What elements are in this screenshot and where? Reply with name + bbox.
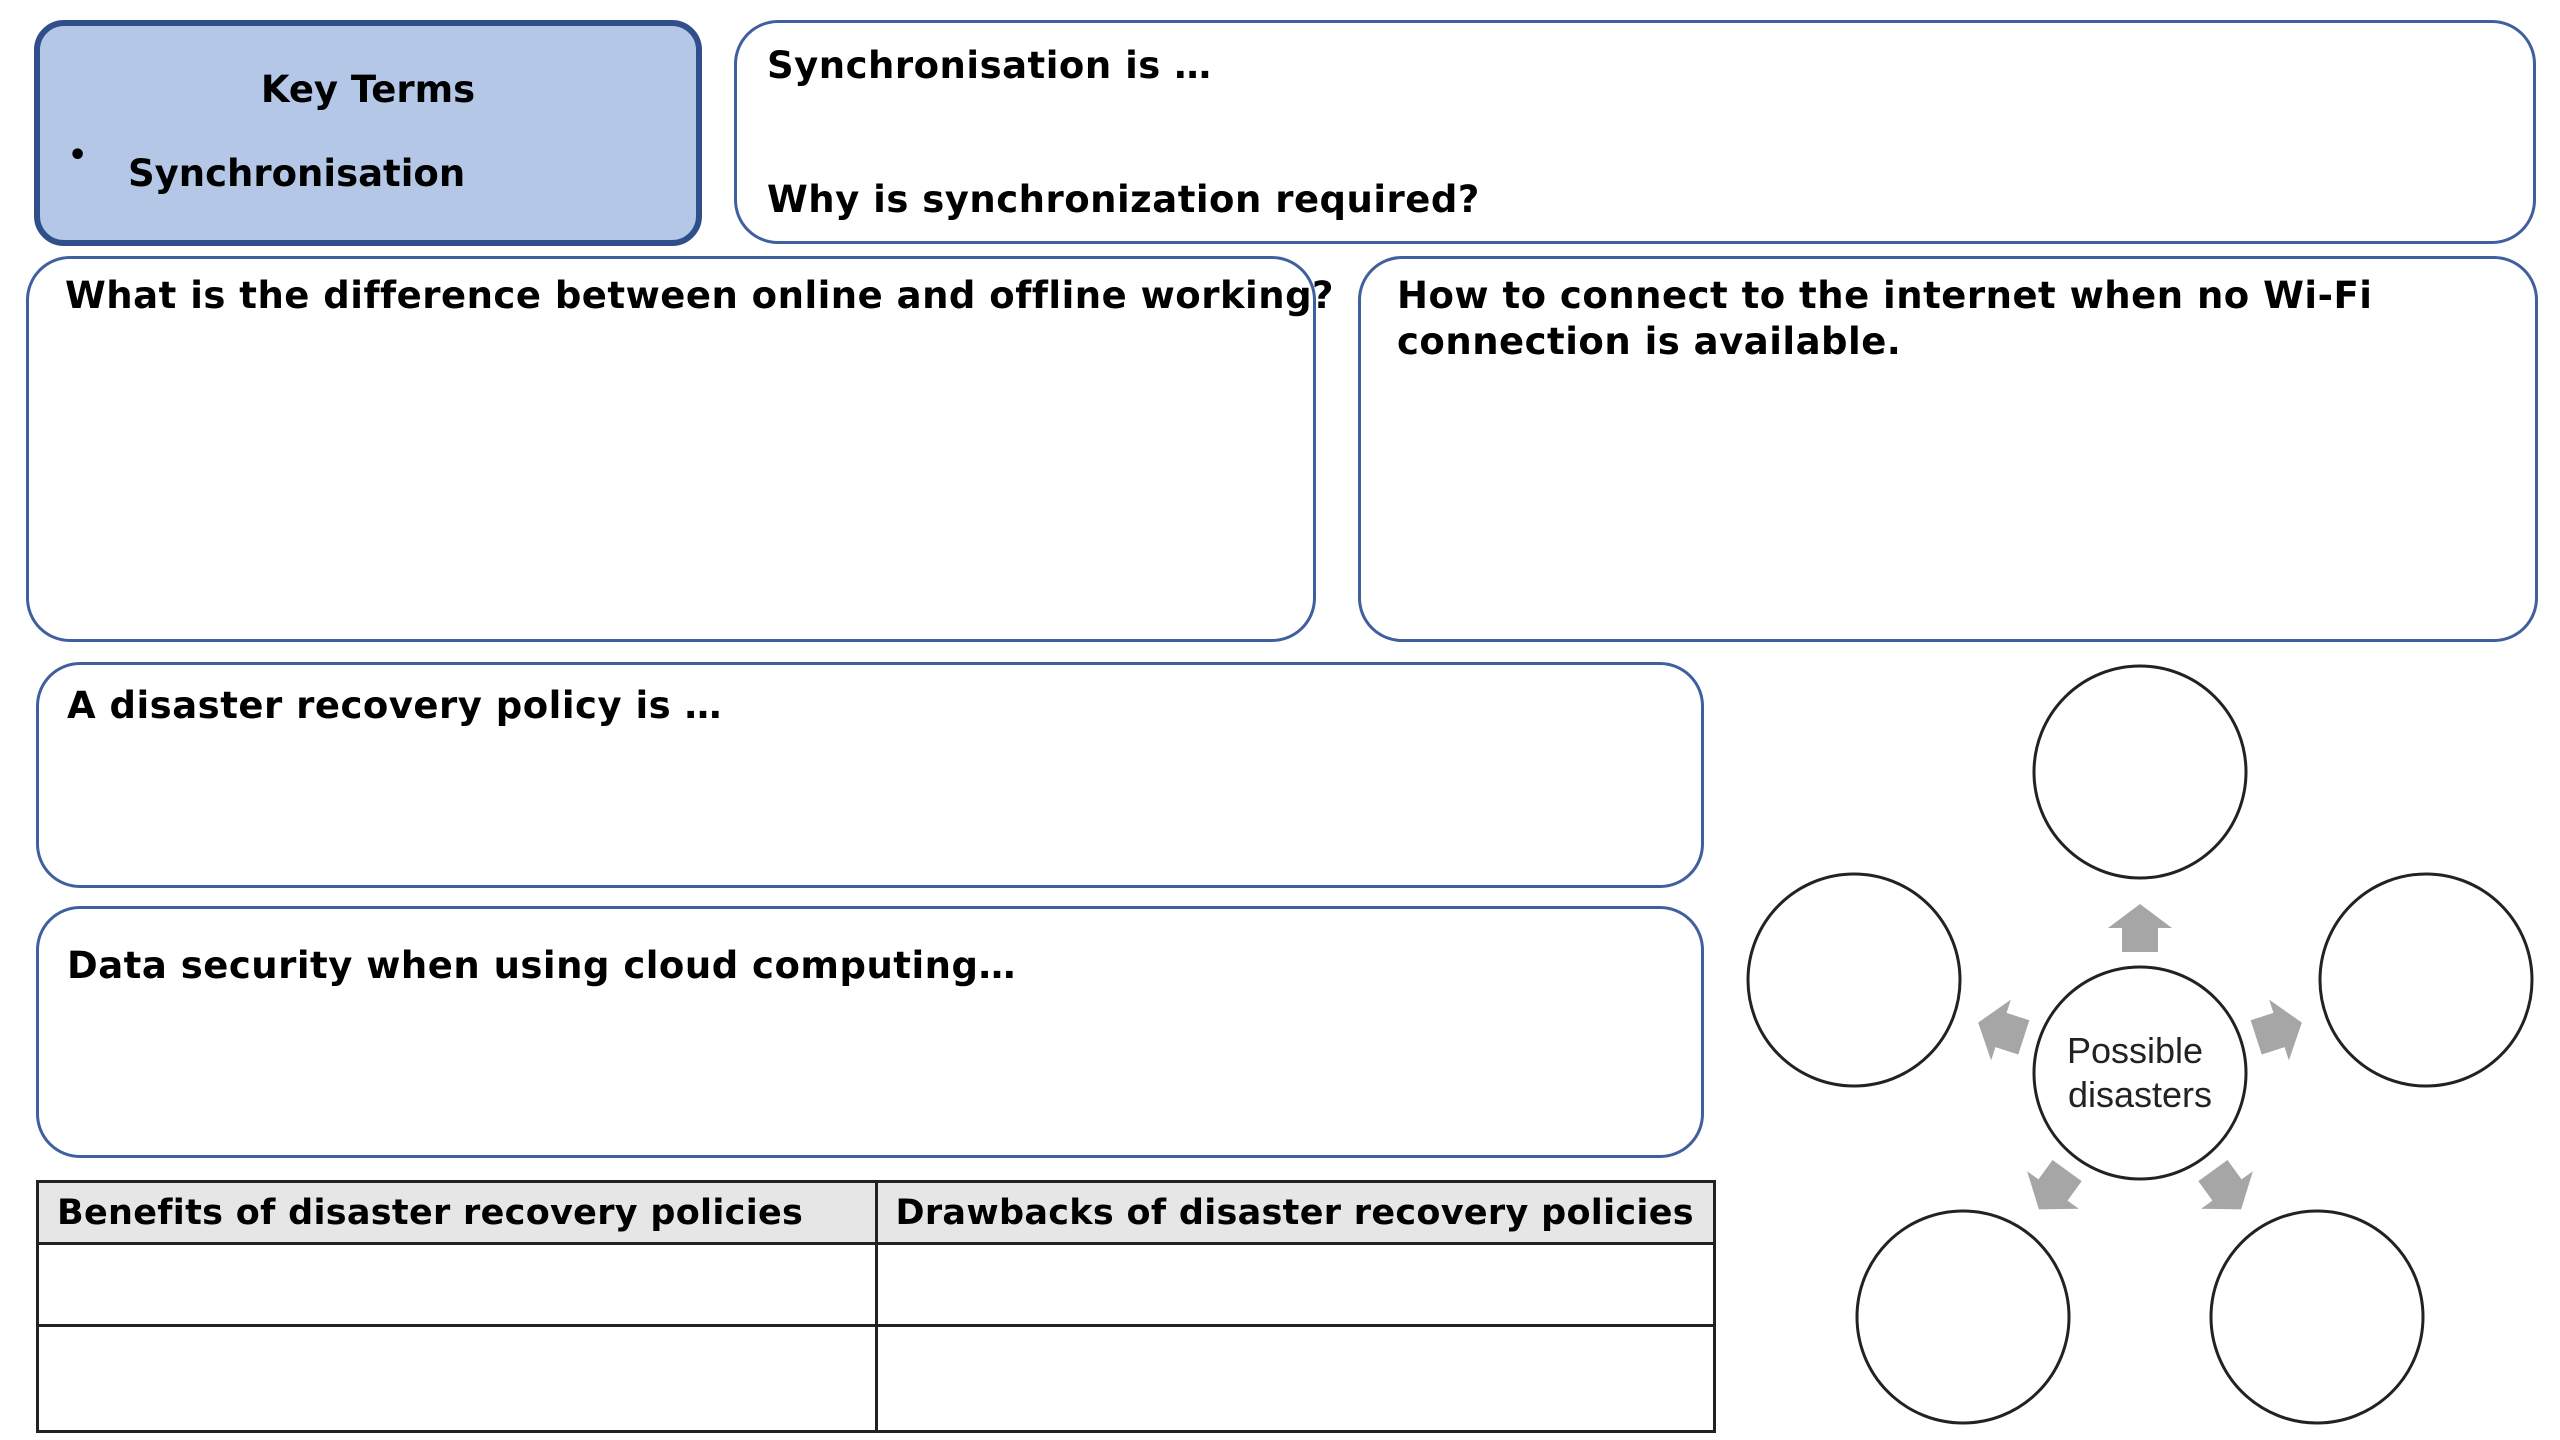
drawbacks-header: Drawbacks of disaster recovery policies: [876, 1182, 1715, 1244]
key-terms-title: Key Terms: [260, 68, 476, 111]
drawback-cell[interactable]: [876, 1326, 1715, 1432]
outer-circle-left[interactable]: [1748, 874, 1960, 1086]
center-circle: [2034, 967, 2246, 1179]
benefits-header: Benefits of disaster recovery policies: [38, 1182, 877, 1244]
synchronisation-definition-prompt: Synchronisation is …: [767, 44, 1212, 87]
possible-disasters-diagram: [1730, 650, 2550, 1440]
outer-circle-top[interactable]: [2034, 666, 2246, 878]
data-security-prompt: Data security when using cloud computing…: [67, 944, 1016, 987]
table-header-row: [38, 1182, 1715, 1244]
arrow-up-right-icon: [2246, 992, 2311, 1068]
online-offline-prompt: What is the difference between online and offline working?: [65, 274, 1335, 317]
key-terms-box: [34, 20, 702, 246]
arrow-up-icon: [2108, 904, 2172, 952]
data-security-answer-box[interactable]: [36, 906, 1704, 1158]
outer-circle-bottom-right[interactable]: [2211, 1211, 2423, 1423]
benefit-cell[interactable]: [38, 1326, 877, 1432]
no-wifi-answer-box[interactable]: [1358, 256, 2538, 642]
disaster-policy-answer-box[interactable]: [36, 662, 1704, 888]
key-term-bullet: •: [68, 138, 88, 173]
center-label-line-2: disasters: [2067, 1074, 2213, 1115]
key-term-synchronisation: Synchronisation: [128, 152, 466, 195]
arrow-down-right-icon: [2187, 1152, 2267, 1228]
outer-circle-bottom-left[interactable]: [1857, 1211, 2069, 1423]
drawback-cell[interactable]: [876, 1244, 1715, 1326]
no-wifi-prompt: How to connect to the internet when no Wi-Fi connection is available.: [1397, 274, 2373, 363]
disaster-policy-prompt: A disaster recovery policy is …: [67, 684, 723, 727]
online-offline-answer-box[interactable]: [26, 256, 1335, 642]
synchronisation-answer-box[interactable]: [734, 20, 2536, 244]
table-row: [38, 1244, 1715, 1326]
outer-circle-right[interactable]: [2320, 874, 2532, 1086]
center-label-line-1: Possible: [2066, 1030, 2204, 1071]
arrow-down-left-icon: [2013, 1152, 2093, 1228]
table-row: [38, 1326, 1715, 1432]
recovery-benefits-drawbacks-table: [36, 1180, 1716, 1433]
arrow-up-left-icon: [1968, 992, 2033, 1068]
synchronisation-reason-prompt: Why is synchronization required?: [767, 178, 1480, 221]
benefit-cell[interactable]: [38, 1244, 877, 1326]
